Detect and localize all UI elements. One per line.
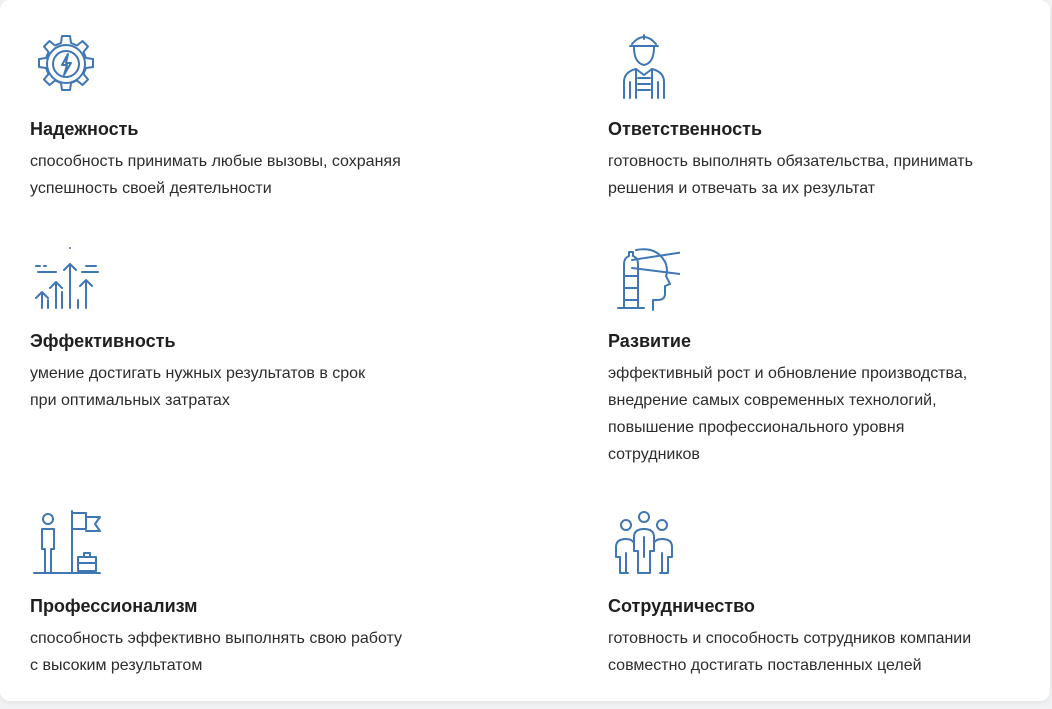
value-description: готовность и способность сотрудников компании совместно достигать поставленных целей <box>608 630 972 674</box>
value-description: готовность выполнять обязательства, принимать решения и отвечать за их результат <box>608 153 973 197</box>
value-description: способность принимать любые вызовы, сохраняя успешность своей деятельности <box>30 153 401 197</box>
value-title: Сотрудничество <box>608 596 755 616</box>
value-title: Эффективность <box>30 331 176 351</box>
value-title: Ответственность <box>608 119 763 139</box>
value-title: Профессионализм <box>30 596 198 616</box>
value-professionalism <box>30 507 470 674</box>
gear-lightning-icon <box>30 30 102 102</box>
worker-helmet-icon <box>608 30 680 102</box>
growth-arrows-icon <box>30 242 102 314</box>
value-efficiency <box>30 242 470 409</box>
value-responsibility <box>608 30 1048 197</box>
head-development-icon <box>608 242 680 314</box>
value-reliability <box>30 30 470 197</box>
value-description: эффективный рост и обновление производства, внедрение самых современных технологий, повышение профессионального уровня сотрудников <box>608 365 968 463</box>
team-people-icon <box>608 507 680 579</box>
person-flag-case-icon <box>30 507 102 579</box>
value-development <box>608 242 1048 463</box>
value-description: умение достигать нужных результатов в срок при оптимальных затратах <box>30 365 366 409</box>
value-title: Развитие <box>608 331 691 351</box>
value-title: Надежность <box>30 119 139 139</box>
value-cooperation <box>608 507 1048 674</box>
value-description: способность эффективно выполнять свою работу с высоким результатом <box>30 630 402 674</box>
